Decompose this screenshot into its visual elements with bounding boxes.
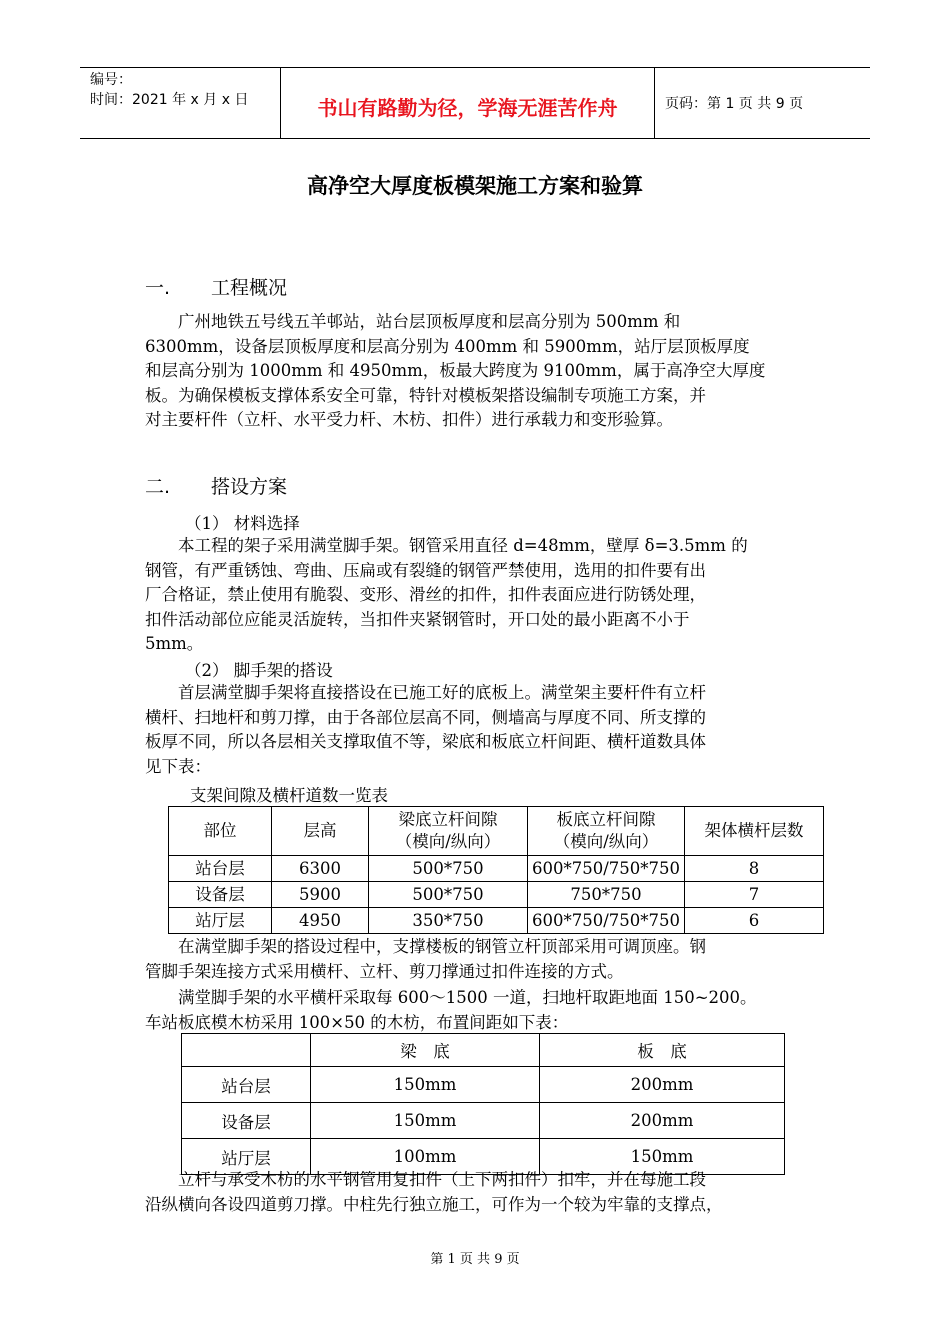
text-line: 横杆、扫地杆和剪刀撑，由于各部位层高不同，侧墙高与厚度不同、所支撑的 <box>145 707 706 727</box>
table-cell: 7 <box>685 882 824 908</box>
text-line: 板。为确保模板支撑体系安全可靠，特针对模板架搭设编制专项施工方案，并 <box>145 385 706 405</box>
text-line: 厂合格证，禁止使用有脆裂、变形、滑丝的扣件，扣件表面应进行防锈处理， <box>145 585 706 604</box>
text-line: 钢管，有严重锈蚀、弯曲、压扁或有裂缝的钢管严禁使用，选用的扣件要有出 <box>145 560 706 580</box>
table-row <box>169 856 824 882</box>
section-title: 搭设方案 <box>211 476 288 498</box>
date-label: 时间：2021 年 x 月 x 日 <box>90 92 249 108</box>
table-header: 板 底 <box>540 1034 785 1067</box>
table-cell: 500*750 <box>369 882 528 908</box>
table-cell: 600*750/750*750 <box>528 856 685 882</box>
paragraph-materials <box>145 534 807 657</box>
page-info: 页码：第 1 页 共 9 页 <box>665 96 804 112</box>
motto: 书山有路勤为径，学海无涯苦作舟 <box>317 96 618 120</box>
table-cell: 750*750 <box>528 882 685 908</box>
table-row <box>169 882 824 908</box>
table-cell: 站厅层 <box>169 908 272 934</box>
paragraph-connection <box>145 935 807 984</box>
table-cell: 4950 <box>272 908 369 934</box>
table-header: 梁底立杆间隙 （模向/纵向） <box>369 807 528 856</box>
code-label: 编号： <box>90 72 132 88</box>
table-row <box>169 908 824 934</box>
table-cell: 500*750 <box>369 856 528 882</box>
section-heading-2 <box>145 472 287 499</box>
table-cell: 600*750/750*750 <box>528 908 685 934</box>
table-cell: 200mm <box>540 1067 785 1103</box>
text-line: 板厚不同，所以各层相关支撑取值不等，梁底和板底立杆间距、横杆道数具体 <box>145 732 706 751</box>
text-line: 车站板底模木枋采用 100×50 的木枋，布置间距如下表： <box>145 1012 569 1032</box>
table-row <box>182 1103 785 1139</box>
header-meta <box>80 68 281 138</box>
text-line: 见下表： <box>145 756 211 776</box>
spacing-table <box>168 806 824 934</box>
text-line: 扣件活动部位应能灵活旋转，当扣件夹紧钢管时，开口处的最小距离不小于 <box>145 609 690 629</box>
table-cell: 6 <box>685 908 824 934</box>
table-header-row <box>182 1034 785 1067</box>
text-line: 对主要杆件（立杆、水平受力杆、木枋、扣件）进行承载力和变形验算。 <box>145 410 673 429</box>
section-title: 工程概况 <box>211 277 288 299</box>
page-footer: 第 1 页 共 9 页 <box>430 1252 520 1267</box>
section-number: 一. <box>145 277 171 299</box>
text-line: 5mm。 <box>145 634 204 653</box>
timber-spacing-table <box>181 1033 785 1175</box>
header-motto-cell <box>281 68 655 138</box>
table-cell: 设备层 <box>169 882 272 908</box>
table-cell: 6300 <box>272 856 369 882</box>
table-cell: 设备层 <box>182 1103 311 1139</box>
table-cell: 150mm <box>540 1139 785 1175</box>
table-cell: 150mm <box>311 1067 540 1103</box>
text-line: 沿纵横向各设四道剪刀撑。中柱先行独立施工，可作为一个较为牢靠的支撑点， <box>145 1194 723 1214</box>
table-cell: 站台层 <box>169 856 272 882</box>
table-cell: 350*750 <box>369 908 528 934</box>
table-header <box>182 1034 311 1067</box>
table-header: 部位 <box>169 807 272 856</box>
document-title: 高净空大厚度板模架施工方案和验算 <box>307 174 643 198</box>
table-header-row <box>169 807 824 856</box>
table-cell: 站厅层 <box>182 1139 311 1175</box>
text-line: 广州地铁五号线五羊邨站，站台层顶板厚度和层高分别为 500mm 和 <box>145 312 681 331</box>
table-header: 层高 <box>272 807 369 856</box>
paragraph-crossbars <box>145 986 835 1035</box>
text-line: 管脚手架连接方式采用横杆、立杆、剪刀撑通过扣件连接的方式。 <box>145 961 624 981</box>
table-cell: 站台层 <box>182 1067 311 1103</box>
subheading-materials: （1） 材料选择 <box>185 514 300 533</box>
table-caption: 支架间隙及横杆道数一览表 <box>190 786 388 805</box>
text-line: 6300mm，设备层顶板厚度和层高分别为 400mm 和 5900mm，站厅层顶板厚度 <box>145 336 750 356</box>
text-line: 本工程的架子采用满堂脚手架。钢管采用直径 d=48mm，壁厚 δ=3.5mm 的 <box>145 536 748 555</box>
paragraph-overview <box>145 310 807 433</box>
table-cell: 150mm <box>311 1103 540 1139</box>
section-number: 二. <box>145 476 171 498</box>
table-row <box>182 1067 785 1103</box>
paragraph-bracing <box>145 1168 807 1217</box>
table-cell: 100mm <box>311 1139 540 1175</box>
table-header: 板底立杆间隙 （模向/纵向） <box>528 807 685 856</box>
section-heading-1 <box>145 273 287 300</box>
text-line: 和层高分别为 1000mm 和 4950mm，板最大跨度为 9100mm，属于高净空大厚度 <box>145 361 766 380</box>
table-cell: 5900 <box>272 882 369 908</box>
text-line: 立杆与承受木枋的水平钢管用复扣件（上下两扣件）扣牢，并在每施工段 <box>145 1170 706 1189</box>
paragraph-scaffold <box>145 681 807 779</box>
table-header: 梁 底 <box>311 1034 540 1067</box>
document-header <box>80 67 870 139</box>
text-line: 满堂脚手架的水平横杆采取每 600～1500 一道，扫地杆取距地面 150~200。 <box>145 988 757 1007</box>
text-line: 首层满堂脚手架将直接搭设在已施工好的底板上。满堂架主要杆件有立杆 <box>145 683 706 702</box>
text-line: 在满堂脚手架的搭设过程中，支撑楼板的钢管立杆顶部采用可调顶座。钢 <box>145 937 706 956</box>
subheading-scaffold: （2） 脚手架的搭设 <box>185 661 333 680</box>
table-cell: 8 <box>685 856 824 882</box>
table-cell: 200mm <box>540 1103 785 1139</box>
table-header: 架体横杆层数 <box>685 807 824 856</box>
